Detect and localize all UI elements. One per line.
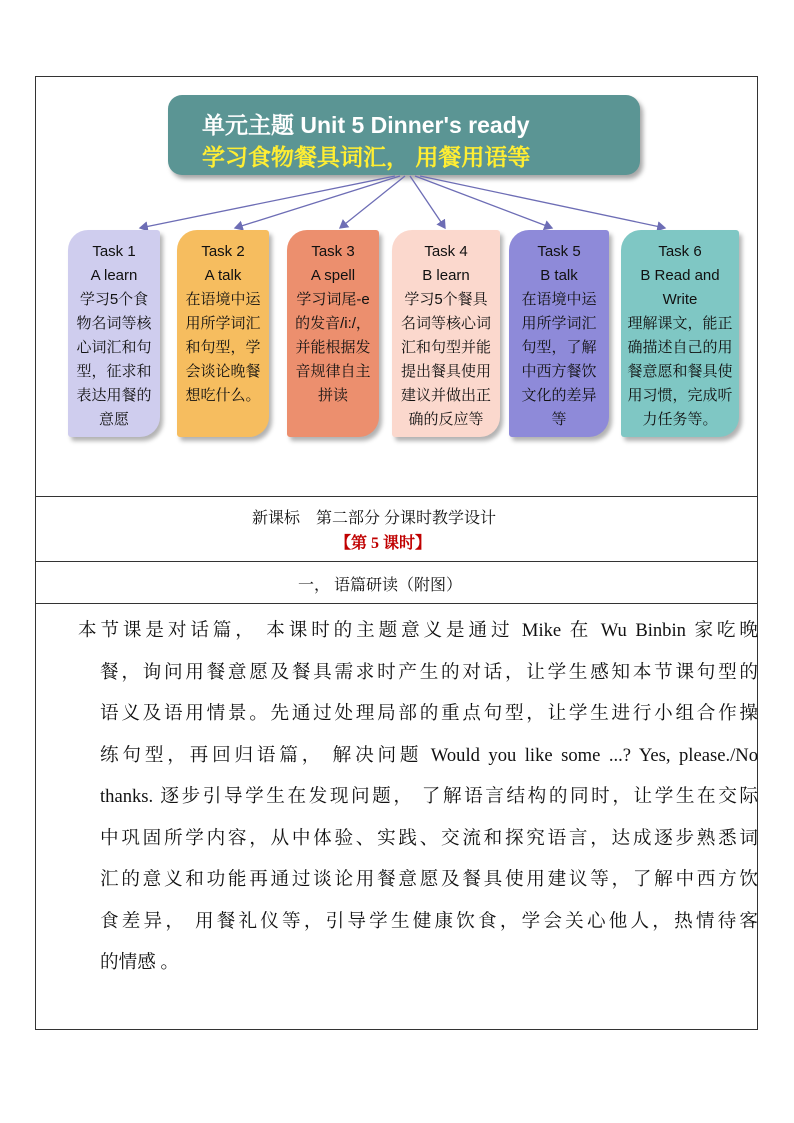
task-desc: 型，征求和 xyxy=(76,363,152,380)
task-desc: 确的反应等 xyxy=(408,411,484,428)
task-part: B learn xyxy=(422,267,470,284)
task-desc: 用所学词汇 xyxy=(521,315,597,332)
task-desc: 意愿 xyxy=(98,411,129,428)
banner-subtitle: 学习食物餐具词汇， 用餐用语等 xyxy=(202,144,531,170)
task-part: A learn xyxy=(90,267,138,284)
arrow-task4 xyxy=(410,176,445,228)
paragraph-line: thanks. 逐步引导学生在发现问题， 了解语言结构的同时，让学生在交际 xyxy=(100,786,758,807)
task-desc: 并能根据发 xyxy=(295,339,371,356)
task-desc: 的发音/i:/， xyxy=(295,315,371,332)
arrow-task5 xyxy=(415,176,552,228)
paragraph-line: 汇的意义和功能再通过谈论用餐意愿及餐具使用建议等，了解中西方饮 xyxy=(100,869,758,890)
task-desc: 音规律自主 xyxy=(295,363,371,380)
arrow-task3 xyxy=(340,176,405,228)
task-desc: 物名词等核 xyxy=(76,315,152,332)
task-label: Task 5 xyxy=(537,243,581,260)
section-subheader: 一， 语篇研读（附图） xyxy=(298,577,463,594)
task-desc: 建议并做出正 xyxy=(400,387,491,404)
task-card-4 xyxy=(392,230,500,437)
task-desc: 理解课文，能正 xyxy=(627,315,733,332)
task-desc: 确描述自己的用 xyxy=(627,339,733,356)
task-desc: 中西方餐饮 xyxy=(521,363,597,380)
paragraph-line: 练句型，再回归语篇， 解决问题 Would you like some ...? Yes, please./No xyxy=(100,744,758,766)
task-label: Task 6 xyxy=(658,243,702,260)
task-desc: 句型，了解 xyxy=(521,339,597,356)
task-label: Task 2 xyxy=(201,243,245,260)
task-desc: 表达用餐的 xyxy=(76,387,152,404)
task-desc: 等 xyxy=(551,411,567,428)
banner-title: 单元主题 Unit 5 Dinner's ready xyxy=(202,112,530,138)
task-desc: 文化的差异 xyxy=(521,387,597,404)
task-card-5 xyxy=(509,230,609,437)
task-desc: 拼读 xyxy=(317,387,348,404)
task-part: B Read and xyxy=(640,267,720,284)
task-desc: 名词等核心词 xyxy=(400,315,491,332)
paragraph-line: 的情感 。 xyxy=(100,952,180,973)
task-desc: 提出餐具使用 xyxy=(400,363,491,380)
paragraph-line: 中巩固所学内容，从中体验、实践、交流和探究语言，达成逐步熟悉词 xyxy=(100,827,758,849)
paragraph-line: 食差异， 用餐礼仪等，引导学生健康饮食，学会关心他人，热情待客 xyxy=(100,910,758,932)
task-label: Task 3 xyxy=(311,243,355,260)
task-desc: 用习惯，完成听 xyxy=(627,387,733,404)
arrow-task1 xyxy=(140,176,395,228)
task-desc: 学习词尾-e xyxy=(296,291,370,308)
task-label: Task 4 xyxy=(424,243,468,260)
task-card-1 xyxy=(68,230,160,437)
task-card-2 xyxy=(177,230,269,437)
arrow-task6 xyxy=(420,176,665,228)
task-part: A spell xyxy=(310,267,356,284)
lesson-analysis-paragraph xyxy=(78,610,758,984)
section-header: 新课标 第二部分 分课时教学设计 xyxy=(252,510,497,527)
lesson-number: 【第 5 课时】 xyxy=(335,535,432,552)
arrow-task2 xyxy=(235,176,400,228)
task-label: Task 1 xyxy=(92,243,136,260)
task-desc: 在语境中运 xyxy=(521,291,597,308)
task-part: B talk xyxy=(540,267,578,284)
task-desc: 力任务等。 xyxy=(642,411,718,428)
paragraph-line: 餐，询问用餐意愿及餐具需求时产生的对话，让学生感知本节课句型的 xyxy=(100,661,758,683)
task-desc: 想吃什么。 xyxy=(185,387,261,404)
paragraph-line: 本节课是对话篇， 本课时的主题意义是通过 Mike 在 Wu Binbin 家吃晚 xyxy=(78,620,758,641)
task-desc: 会谈论晚餐 xyxy=(185,363,261,380)
paragraph-line: 语义及语用情景。先通过处理局部的重点句型，让学生进行小组合作操 xyxy=(100,703,758,724)
task-part: A talk xyxy=(204,267,242,284)
task-desc: 汇和句型并能 xyxy=(400,339,491,356)
task-card-3 xyxy=(287,230,379,437)
task-desc: 心词汇和句 xyxy=(76,339,152,356)
task-desc: 餐意愿和餐具使 xyxy=(627,363,733,380)
task-part: Write xyxy=(662,291,698,308)
task-desc: 和句型，学 xyxy=(185,339,261,356)
task-desc: 学习5个食 xyxy=(79,291,149,308)
task-card-6 xyxy=(621,230,739,437)
task-desc: 在语境中运 xyxy=(185,291,261,308)
task-desc: 用所学词汇 xyxy=(185,315,261,332)
task-desc: 学习5个餐具 xyxy=(404,291,488,308)
